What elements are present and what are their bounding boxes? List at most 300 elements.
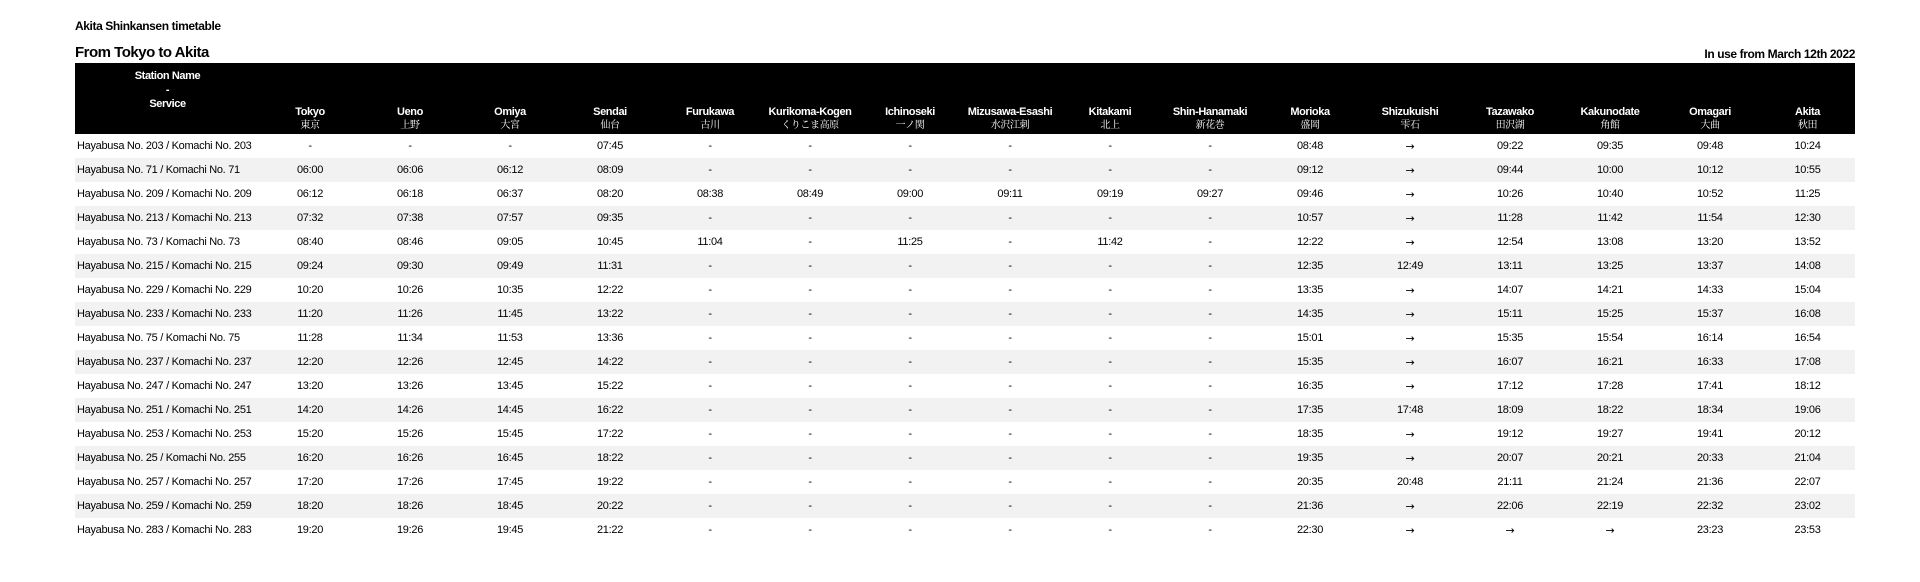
time-cell: 20:33	[1660, 446, 1760, 470]
station-name-jp: 東京	[300, 120, 320, 131]
time-cell: -	[1060, 494, 1160, 518]
time-cell: 16:22	[560, 398, 660, 422]
time-cell: -	[1008, 236, 1012, 248]
station-header-furukawa	[660, 63, 760, 134]
time-cell: 09:44	[1460, 158, 1560, 182]
time-cell: 09:05	[496, 236, 524, 248]
pass-arrow: →	[1360, 302, 1460, 326]
time-cell: 06:00	[260, 158, 360, 182]
service-name: Hayabusa No. 75 / Komachi No. 75	[77, 332, 240, 344]
time-cell: 11:26	[360, 302, 460, 326]
table-row	[75, 158, 1855, 182]
time-cell: -	[960, 158, 1060, 182]
time-cell: -	[1060, 206, 1160, 230]
station-name-jp: 北上	[1100, 120, 1120, 131]
pass-arrow: →	[1360, 494, 1460, 518]
time-cell: 15:22	[596, 380, 624, 392]
time-cell: -	[908, 428, 912, 440]
pass-arrow: →	[1360, 350, 1460, 374]
time-cell: 19:35	[1260, 446, 1360, 470]
station-name-jp: 盛岡	[1300, 120, 1320, 131]
time-cell: 07:38	[360, 206, 460, 230]
service-name: Hayabusa No. 215 / Komachi No. 215	[75, 254, 260, 278]
time-cell: 13:36	[596, 332, 624, 344]
time-cell: 06:12	[460, 158, 560, 182]
time-cell: 09:30	[360, 254, 460, 278]
station-name-en: Shin-Hanamaki	[1172, 106, 1248, 118]
station-name-jp: 水沢江刺	[990, 120, 1030, 131]
time-cell: -	[1208, 140, 1212, 152]
time-cell: 15:20	[296, 428, 324, 440]
time-cell: 16:54	[1794, 332, 1821, 344]
time-cell: -	[808, 332, 812, 344]
time-cell: 17:12	[1496, 380, 1524, 392]
time-cell: 09:12	[1260, 158, 1360, 182]
time-cell: 08:20	[596, 188, 624, 200]
time-cell: -	[708, 524, 712, 536]
table-row	[75, 374, 1855, 398]
station-name-jp: 大宮	[500, 120, 520, 131]
time-cell: 11:25	[897, 236, 923, 248]
time-cell: 13:52	[1794, 236, 1821, 248]
station-header-omiya	[460, 63, 560, 134]
time-cell: -	[1108, 284, 1112, 296]
time-cell: 21:11	[1497, 476, 1523, 488]
time-cell: -	[1060, 446, 1160, 470]
station-service-header	[75, 63, 260, 134]
time-cell: -	[1108, 524, 1112, 536]
time-cell: -	[1208, 332, 1212, 344]
time-cell: 10:26	[1496, 188, 1524, 200]
time-cell: 06:18	[396, 188, 424, 200]
time-cell: -	[660, 446, 760, 470]
time-cell: 11:34	[397, 332, 423, 344]
time-cell: 19:45	[496, 524, 524, 536]
time-cell: -	[1008, 524, 1012, 536]
time-cell: -	[660, 254, 760, 278]
table-row	[75, 446, 1855, 470]
station-header-akita	[1760, 63, 1855, 134]
time-cell: 15:54	[1596, 332, 1624, 344]
station-name-en: Kakunodate	[1580, 106, 1640, 118]
table-row	[75, 278, 1855, 302]
pass-arrow: →	[1405, 331, 1415, 345]
time-cell: 15:01	[1296, 332, 1324, 344]
station-name-jp: 秋田	[1797, 120, 1818, 131]
time-cell: 18:45	[460, 494, 560, 518]
time-cell: 16:21	[1560, 350, 1660, 374]
time-cell: 13:20	[1696, 236, 1724, 248]
time-cell: 18:22	[1560, 398, 1660, 422]
time-cell: -	[860, 494, 960, 518]
station-name-jp: 雫石	[1400, 120, 1420, 131]
time-cell: 09:19	[1096, 188, 1124, 200]
time-cell: 17:20	[296, 476, 324, 488]
time-cell: 20:48	[1396, 476, 1424, 488]
table-row	[75, 326, 1855, 350]
time-cell: 23:02	[1760, 494, 1855, 518]
timetable-table	[75, 63, 1855, 542]
time-cell: 17:26	[396, 476, 424, 488]
time-cell: 10:35	[496, 284, 524, 296]
time-cell: 13:22	[560, 302, 660, 326]
time-cell: 12:35	[1260, 254, 1360, 278]
time-cell: -	[660, 350, 760, 374]
service-name: Hayabusa No. 25 / Komachi No. 255	[75, 446, 260, 470]
time-cell: -	[808, 428, 812, 440]
station-name-en: Ichinoseki	[885, 106, 935, 118]
time-cell: -	[1160, 350, 1260, 374]
station-name-en: Akita	[1795, 106, 1820, 118]
time-cell: -	[860, 302, 960, 326]
time-cell: 16:45	[460, 446, 560, 470]
header-row	[75, 63, 1855, 134]
time-cell: 10:12	[1660, 158, 1760, 182]
time-cell: 11:42	[1097, 236, 1123, 248]
time-cell: -	[1160, 446, 1260, 470]
service-name: Hayabusa No. 233 / Komachi No. 233	[75, 302, 260, 326]
station-name-jp: 仙台	[600, 120, 620, 131]
time-cell: -	[708, 428, 712, 440]
time-cell: -	[1108, 380, 1112, 392]
time-cell: 19:12	[1496, 428, 1524, 440]
time-cell: 17:35	[1260, 398, 1360, 422]
time-cell: 12:22	[1296, 236, 1324, 248]
time-cell: 12:22	[596, 284, 624, 296]
time-cell: -	[808, 524, 812, 536]
time-cell: -	[1008, 380, 1012, 392]
time-cell: 13:45	[496, 380, 524, 392]
time-cell: 12:20	[260, 350, 360, 374]
time-cell: -	[1060, 350, 1160, 374]
time-cell: -	[708, 332, 712, 344]
time-cell: -	[960, 494, 1060, 518]
time-cell: -	[1208, 524, 1212, 536]
time-cell: -	[808, 236, 812, 248]
pass-arrow: →	[1405, 139, 1415, 153]
time-cell: 21:04	[1760, 446, 1855, 470]
time-cell: 12:49	[1360, 254, 1460, 278]
time-cell: 14:21	[1596, 284, 1624, 296]
time-cell: -	[960, 398, 1060, 422]
time-cell: 15:37	[1660, 302, 1760, 326]
time-cell: 16:14	[1696, 332, 1724, 344]
time-cell: -	[760, 206, 860, 230]
station-header-sendai	[560, 63, 660, 134]
time-cell: 16:35	[1296, 380, 1324, 392]
time-cell: -	[660, 302, 760, 326]
time-cell: 10:40	[1596, 188, 1624, 200]
time-cell: 11:31	[560, 254, 660, 278]
station-header-ueno	[360, 63, 460, 134]
table-row	[75, 254, 1855, 278]
time-cell: 19:41	[1696, 428, 1724, 440]
time-cell: 11:04	[697, 236, 723, 248]
station-header-tokyo	[260, 63, 360, 134]
header-dash: -	[165, 84, 170, 96]
table-row	[75, 182, 1855, 206]
time-cell: 20:21	[1560, 446, 1660, 470]
time-cell: 16:33	[1660, 350, 1760, 374]
time-cell: 14:08	[1760, 254, 1855, 278]
time-cell: 23:23	[1696, 524, 1724, 536]
effective-date: In use from March 12th 2022	[1704, 47, 1855, 61]
time-cell: 13:25	[1560, 254, 1660, 278]
station-name-en: Furukawa	[685, 106, 735, 118]
time-cell: 17:45	[496, 476, 524, 488]
time-cell: -	[1060, 398, 1160, 422]
time-cell: -	[960, 206, 1060, 230]
time-cell: -	[960, 302, 1060, 326]
time-cell: -	[808, 380, 812, 392]
station-header-shizukuishi	[1360, 63, 1460, 134]
time-cell: 19:26	[396, 524, 424, 536]
service-name: Hayabusa No. 237 / Komachi No. 237	[75, 350, 260, 374]
time-cell: -	[1060, 302, 1160, 326]
time-cell: 09:35	[560, 206, 660, 230]
time-cell: -	[308, 140, 312, 152]
pass-arrow: →	[1505, 523, 1515, 537]
time-cell: 18:20	[260, 494, 360, 518]
station-name-jp: 新花巻	[1195, 120, 1225, 131]
pass-arrow: →	[1360, 206, 1460, 230]
time-cell: 08:46	[396, 236, 424, 248]
pass-arrow: →	[1405, 523, 1415, 537]
time-cell: 06:06	[360, 158, 460, 182]
table-row	[75, 350, 1855, 374]
time-cell: 17:22	[596, 428, 624, 440]
time-cell: 18:26	[360, 494, 460, 518]
time-cell: -	[960, 446, 1060, 470]
time-cell: -	[1108, 140, 1112, 152]
pass-arrow: →	[1405, 187, 1415, 201]
time-cell: 11:28	[1460, 206, 1560, 230]
pass-arrow: →	[1360, 158, 1460, 182]
time-cell: 10:24	[1794, 140, 1821, 152]
service-name: Hayabusa No. 253 / Komachi No. 253	[77, 428, 252, 440]
time-cell: 10:00	[1560, 158, 1660, 182]
time-cell: -	[860, 206, 960, 230]
time-cell: 16:26	[360, 446, 460, 470]
time-cell: -	[708, 476, 712, 488]
table-row	[75, 422, 1855, 446]
service-name: Hayabusa No. 283 / Komachi No. 283	[77, 524, 252, 536]
pass-arrow: →	[1405, 379, 1415, 393]
time-cell: 06:37	[496, 188, 524, 200]
time-cell: 13:08	[1596, 236, 1624, 248]
time-cell: 12:45	[460, 350, 560, 374]
service-name: Hayabusa No. 71 / Komachi No. 71	[75, 158, 260, 182]
table-row	[75, 206, 1855, 230]
station-name-jp: 上野	[400, 120, 420, 131]
time-cell: -	[860, 350, 960, 374]
time-cell: 18:34	[1660, 398, 1760, 422]
time-cell: 09:11	[997, 188, 1023, 200]
time-cell: 09:00	[896, 188, 924, 200]
time-cell: -	[1208, 428, 1212, 440]
station-name-jp: 古川	[700, 120, 720, 131]
time-cell: 18:12	[1794, 380, 1821, 392]
station-name-en: Shizukuishi	[1381, 106, 1439, 118]
time-cell: 06:12	[296, 188, 324, 200]
time-cell: -	[960, 350, 1060, 374]
time-cell: 08:38	[696, 188, 724, 200]
time-cell: 12:30	[1760, 206, 1855, 230]
time-cell: -	[908, 332, 912, 344]
time-cell: 15:25	[1560, 302, 1660, 326]
time-cell: -	[908, 140, 912, 152]
time-cell: 09:24	[260, 254, 360, 278]
time-cell: 17:28	[1596, 380, 1624, 392]
time-cell: -	[760, 158, 860, 182]
time-cell: 15:45	[496, 428, 524, 440]
time-cell: 11:20	[260, 302, 360, 326]
station-header-mizusawa-esashi	[960, 63, 1060, 134]
service-name: Hayabusa No. 257 / Komachi No. 257	[77, 476, 252, 488]
time-cell: 11:25	[1794, 188, 1821, 200]
pass-arrow: →	[1405, 283, 1415, 297]
service-name: Hayabusa No. 73 / Komachi No. 73	[77, 236, 240, 248]
pass-arrow: →	[1360, 446, 1460, 470]
station-header-kurikoma-kogen	[760, 63, 860, 134]
time-cell: -	[708, 140, 712, 152]
time-cell: 10:45	[596, 236, 624, 248]
time-cell: -	[1208, 284, 1212, 296]
time-cell: -	[908, 524, 912, 536]
time-cell: 10:26	[396, 284, 424, 296]
time-cell: 21:36	[1696, 476, 1724, 488]
time-cell: -	[760, 446, 860, 470]
time-cell: -	[660, 206, 760, 230]
time-cell: -	[660, 158, 760, 182]
station-name-en: Tazawako	[1486, 106, 1534, 118]
time-cell: -	[808, 284, 812, 296]
time-cell: 08:48	[1296, 140, 1324, 152]
time-cell: 10:52	[1696, 188, 1724, 200]
time-cell: -	[908, 380, 912, 392]
time-cell: 22:30	[1296, 524, 1324, 536]
time-cell: 08:09	[560, 158, 660, 182]
time-cell: 16:20	[260, 446, 360, 470]
station-name-en: Mizusawa-Esashi	[967, 106, 1053, 118]
time-cell: 18:35	[1296, 428, 1324, 440]
time-cell: 13:35	[1296, 284, 1324, 296]
pass-arrow: →	[1405, 235, 1415, 249]
time-cell: 07:45	[596, 140, 624, 152]
time-cell: 14:33	[1696, 284, 1724, 296]
time-cell: -	[1208, 236, 1212, 248]
time-cell: -	[1160, 206, 1260, 230]
time-cell: -	[1008, 140, 1012, 152]
time-cell: -	[1108, 428, 1112, 440]
time-cell: 10:55	[1760, 158, 1855, 182]
time-cell: -	[708, 380, 712, 392]
time-cell: -	[860, 158, 960, 182]
station-name-en: Morioka	[1290, 106, 1330, 118]
time-cell: 14:20	[260, 398, 360, 422]
timetable-document	[75, 17, 1855, 542]
time-cell: 10:57	[1260, 206, 1360, 230]
station-header-kakunodate	[1560, 63, 1660, 134]
time-cell: -	[1060, 158, 1160, 182]
time-cell: 12:26	[360, 350, 460, 374]
service-name: Hayabusa No. 209 / Komachi No. 209	[77, 188, 252, 200]
time-cell: -	[908, 284, 912, 296]
time-cell: 13:20	[296, 380, 324, 392]
table-row	[75, 230, 1855, 254]
time-cell: 18:22	[560, 446, 660, 470]
station-name-label: Station Name	[134, 70, 201, 82]
time-cell: 15:11	[1460, 302, 1560, 326]
time-cell: 13:37	[1660, 254, 1760, 278]
time-cell: -	[760, 254, 860, 278]
time-cell: 07:32	[260, 206, 360, 230]
subtitle-row	[75, 39, 1855, 63]
time-cell: -	[1008, 428, 1012, 440]
time-cell: -	[760, 350, 860, 374]
time-cell: 10:20	[296, 284, 324, 296]
pass-arrow: →	[1405, 427, 1415, 441]
time-cell: 19:22	[596, 476, 624, 488]
time-cell: 08:49	[796, 188, 824, 200]
time-cell: 14:07	[1496, 284, 1524, 296]
time-cell: 21:24	[1596, 476, 1624, 488]
station-name-jp: 一ノ関	[895, 120, 925, 131]
station-name-jp: 大曲	[1700, 120, 1720, 131]
time-cell: 09:27	[1196, 188, 1224, 200]
time-cell: 17:48	[1360, 398, 1460, 422]
time-cell: 19:06	[1760, 398, 1855, 422]
time-cell: -	[660, 494, 760, 518]
table-row	[75, 398, 1855, 422]
time-cell: -	[960, 254, 1060, 278]
station-name-en: Sendai	[593, 106, 627, 118]
table-row	[75, 518, 1855, 542]
time-cell: 15:35	[1260, 350, 1360, 374]
time-cell: 09:22	[1496, 140, 1524, 152]
station-header-kitakami	[1060, 63, 1160, 134]
time-cell: -	[860, 254, 960, 278]
table-row	[75, 302, 1855, 326]
time-cell: 14:22	[560, 350, 660, 374]
time-cell: 15:26	[396, 428, 424, 440]
time-cell: -	[508, 140, 512, 152]
time-cell: 14:45	[460, 398, 560, 422]
time-cell: -	[1160, 158, 1260, 182]
service-name: Hayabusa No. 213 / Komachi No. 213	[75, 206, 260, 230]
time-cell: 15:35	[1496, 332, 1524, 344]
time-cell: -	[1008, 332, 1012, 344]
time-cell: 13:26	[396, 380, 424, 392]
time-cell: 21:36	[1260, 494, 1360, 518]
time-cell: -	[708, 284, 712, 296]
time-cell: 21:22	[596, 524, 624, 536]
time-cell: 08:40	[296, 236, 324, 248]
time-cell: 15:04	[1794, 284, 1821, 296]
station-name-en: Tokyo	[295, 106, 325, 118]
station-header-morioka	[1260, 63, 1360, 134]
station-header-shin-hanamaki	[1160, 63, 1260, 134]
time-cell: 17:08	[1760, 350, 1855, 374]
service-name: Hayabusa No. 203 / Komachi No. 203	[77, 140, 252, 152]
time-cell: 22:07	[1794, 476, 1821, 488]
time-cell: 17:41	[1696, 380, 1724, 392]
time-cell: 19:27	[1596, 428, 1624, 440]
time-cell: -	[1060, 254, 1160, 278]
time-cell: 18:09	[1460, 398, 1560, 422]
time-cell: 12:54	[1496, 236, 1524, 248]
time-cell: 14:26	[360, 398, 460, 422]
